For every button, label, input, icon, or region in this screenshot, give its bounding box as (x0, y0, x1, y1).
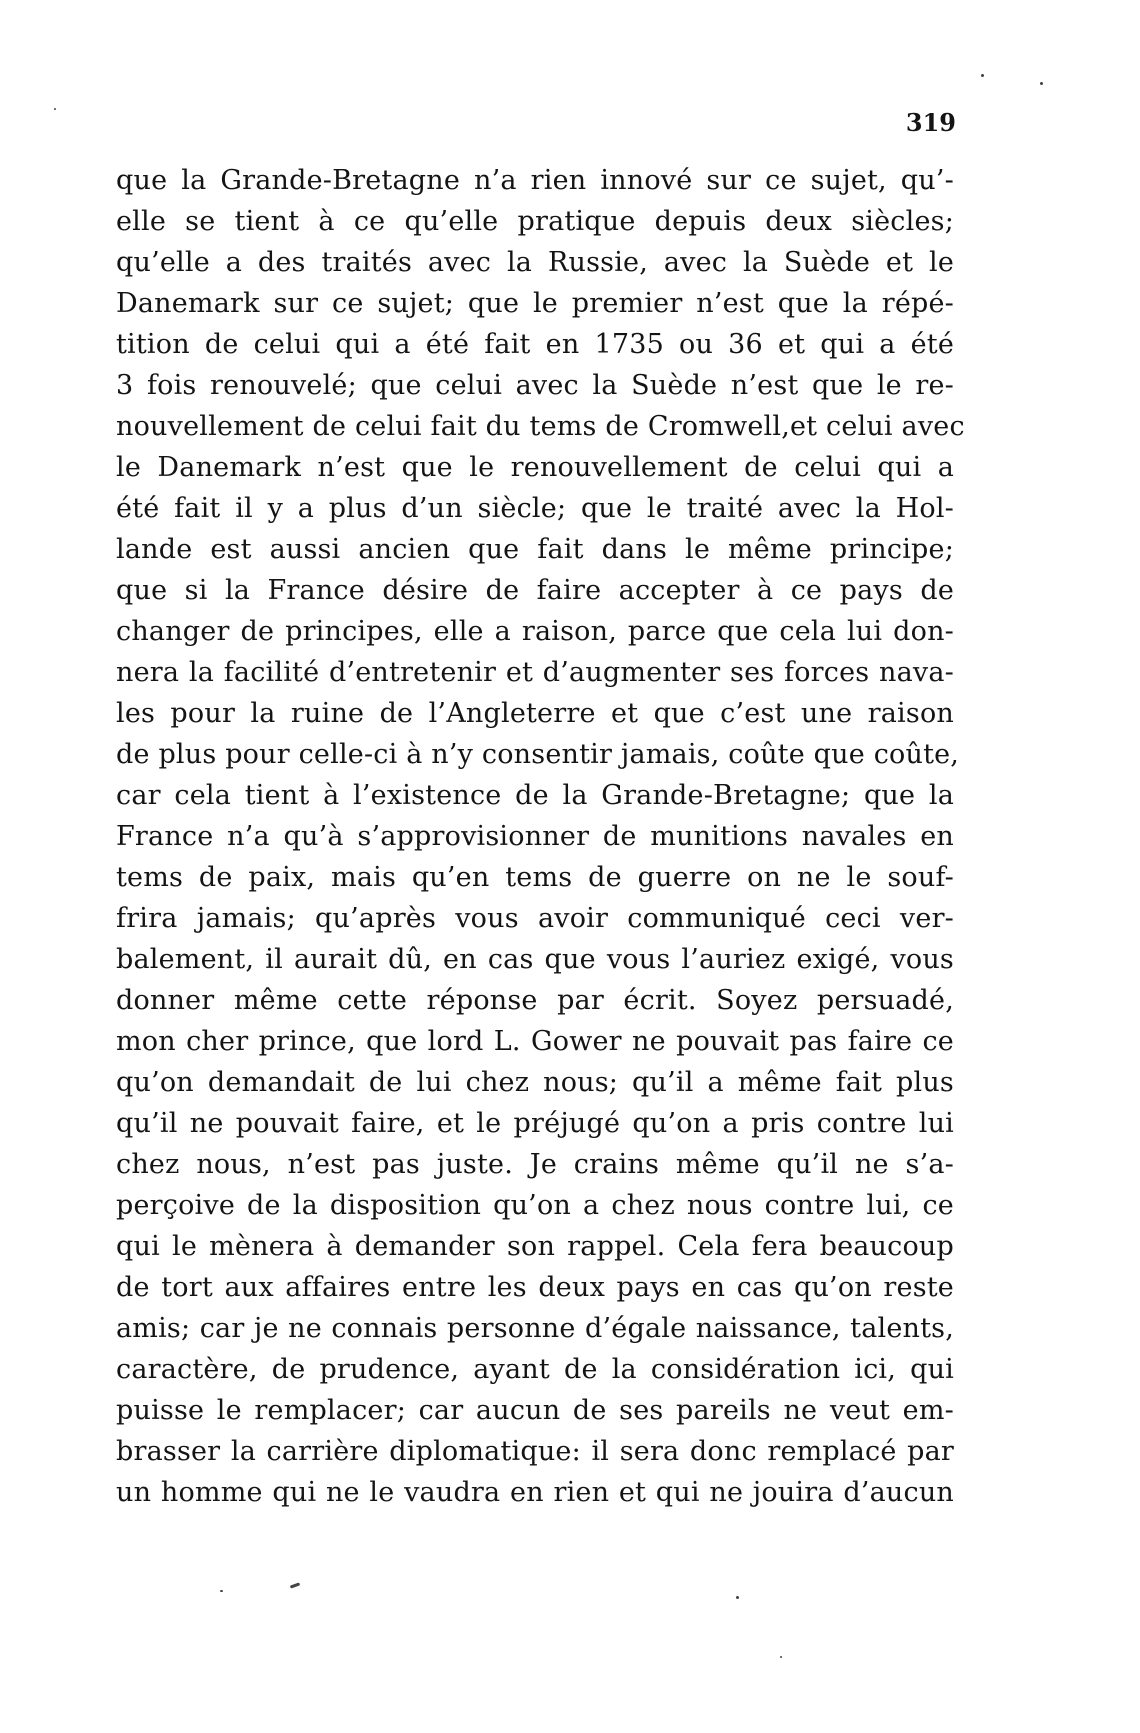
text-line: car cela tient à l’existence de la Grande-Bretagne; que la (116, 780, 954, 811)
scan-speck (54, 108, 56, 110)
text-line: 3 fois renouvelé; que celui avec la Suède n’est que le re- (116, 370, 954, 401)
scan-speck (736, 1596, 739, 1599)
scan-speck (220, 1590, 223, 1592)
scan-speck (780, 1656, 782, 1658)
text-line: qu’elle a des traités avec la Russie, avec la Suède et le (116, 247, 954, 278)
text-line: de plus pour celle-ci à n’y consentir jamais, coûte que coûte, (116, 739, 960, 770)
text-line: brasser la carrière diplomatique: il sera donc remplacé par (116, 1436, 954, 1467)
text-line: frira jamais; qu’après vous avoir communiqué ceci ver- (116, 903, 954, 934)
text-line: puisse le remplacer; car aucun de ses pareils ne veut em- (116, 1395, 954, 1426)
text-line: lande est aussi ancien que fait dans le même principe; (116, 534, 954, 565)
text-line: un homme qui ne le vaudra en rien et qui ne jouira d’aucun (116, 1477, 954, 1508)
text-line: balement, il aurait dû, en cas que vous l’auriez exigé, vous (116, 944, 954, 975)
text-line: donner même cette réponse par écrit. Soyez persuadé, (116, 985, 954, 1016)
text-line: de tort aux affaires entre les deux pays en cas qu’on reste (116, 1272, 954, 1303)
text-line: elle se tient à ce qu’elle pratique depuis deux siècles; (116, 206, 954, 237)
text-line: amis; car je ne connais personne d’égale naissance, talents, (116, 1313, 954, 1344)
text-line: mon cher prince, que lord L. Gower ne pouvait pas faire ce (116, 1026, 954, 1057)
text-line: qui le mènera à demander son rappel. Cela fera beaucoup (116, 1231, 954, 1262)
scan-speck (981, 74, 984, 77)
scan-speck (1040, 82, 1043, 85)
text-line: caractère, de prudence, ayant de la considération ici, qui (116, 1354, 954, 1385)
text-line: changer de principes, elle a raison, parce que cela lui don- (116, 616, 954, 647)
page-number: 319 (905, 108, 956, 137)
text-line: tems de paix, mais qu’en tems de guerre on ne le souf- (116, 862, 954, 893)
text-line: le Danemark n’est que le renouvellement de celui qui a (116, 452, 954, 483)
scan-speck (290, 1582, 300, 1588)
text-line: nera la facilité d’entretenir et d’augmenter ses forces nava- (116, 657, 954, 688)
text-line: Danemark sur ce sujet; que le premier n’est que la répé- (116, 288, 954, 319)
text-line: que si la France désire de faire accepter à ce pays de (116, 575, 954, 606)
text-line: nouvellement de celui fait du tems de Cromwell,et celui avec (116, 411, 965, 442)
body-text (116, 160, 965, 1513)
text-line: les pour la ruine de l’Angleterre et que c’est une raison (116, 698, 954, 729)
text-line: été fait il y a plus d’un siècle; que le traité avec la Hol- (116, 493, 954, 524)
text-line: qu’on demandait de lui chez nous; qu’il a même fait plus (116, 1067, 954, 1098)
text-line: qu’il ne pouvait faire, et le préjugé qu’on a pris contre lui (116, 1108, 954, 1139)
text-line: chez nous, n’est pas juste. Je crains même qu’il ne s’a- (116, 1149, 954, 1180)
text-line: perçoive de la disposition qu’on a chez nous contre lui, ce (116, 1190, 954, 1221)
text-line: que la Grande-Bretagne n’a rien innové sur ce sujet, qu’- (116, 165, 954, 196)
text-line: tition de celui qui a été fait en 1735 ou 36 et qui a été (116, 329, 954, 360)
text-line: France n’a qu’à s’approvisionner de munitions navales en (116, 821, 954, 852)
